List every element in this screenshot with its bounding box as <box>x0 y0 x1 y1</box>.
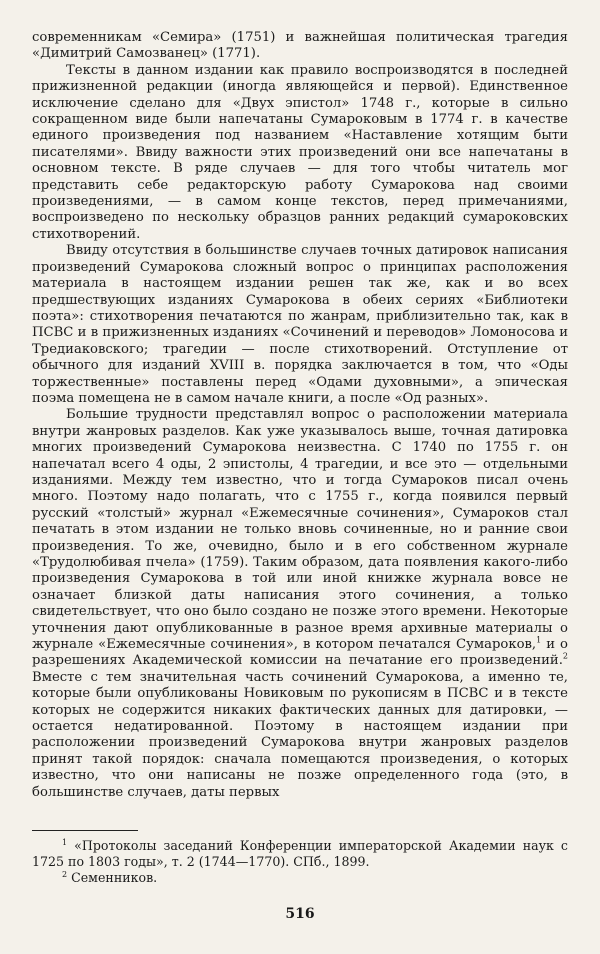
footnote-ref-1[interactable]: 1 <box>536 635 542 645</box>
footnote-ref-2[interactable]: 2 <box>562 652 568 662</box>
paragraph-text-part: Большие трудности представлял вопрос о расположении материала внутри жанровых разделов. Как уже указывалось выше, точная датировка многих произведений Сумарокова неизвестна. С 1740 по 1755 г. он напечатал всего 4 оды, 2 эпистолы, 4 трагедии, и все это — отдельными изданиями. Между тем известно, что и тогда Сумароков писал очень много. Поэтому надо полагать, что с 1755 г., когда появился первый русский «толстый» журнал «Ежемесячные сочинения», Сумароков стал печатать в этом издании не только вновь сочиненные, но и ранние свои произведения. То же, очевидно, было и в его собственном журнале «Трудолюбивая пчела» (1759). Таким образом, дата появления какого-либо произведения Сумарокова в той или иной книжке журнала вовсе не означает близкой даты написания этого сочинения, а только свидетельствует, что оно было создано не позже этого времени. Некоторые уточнения дают опубликованные в разное время архивные материалы о журнале «Ежемесячные сочинения», в котором печатался Сумароков, <box>32 407 568 653</box>
paragraph-dating-difficulties <box>32 407 568 801</box>
footnotes <box>32 838 568 886</box>
main-text <box>32 30 568 801</box>
footnote-divider <box>32 830 138 831</box>
paragraph-text-part: Вместе с тем значительная часть сочинений Сумарокова, а именно те, которые были опубликованы Новиковым по рукописям в ПСВС и в тексте которых не содержится никаких фактических данных для датировки, — остается недатированной. Поэтому в настоящем издании при расположении произведений Сумарокова внутри жанровых разделов принят такой порядок: сначала помещаются произведения, о которых известно, что они написаны не позже определенного года (это, в большинстве случаев, даты первых <box>32 669 568 800</box>
paragraph-continuation: современникам «Семира» (1751) и важнейшая политическая трагедия «Димитрий Самозванец» (1771). <box>32 30 568 62</box>
footnote-2 <box>32 870 568 886</box>
paragraph-texts-edition: Тексты в данном издании как правило воспроизводятся в последней прижизненной редакции (иногда являющейся и первой). Единственное исключение сделано для «Двух эпистол» 1748 г., которые в сильно сокращенном виде были напечатаны Сумароковым в 1774 г. в качестве единого произведения под названием «Наставление хотящим быти писателями». Ввиду важности этих произведений они все напечатаны в основном тексте. В ряде случаев — для того чтобы читатель мог представить себе редакторскую работу Сумарокова над своими произведениями, — в самом конце текстов, перед примечаниями, воспроизведено по нескольку образцов ранних редакций сумароковских стихотворений. <box>32 62 568 242</box>
footnote-text: «Протоколы заседаний Конференции императорской Академии наук с 1725 по 1803 годы», т. 2 (1744—1770). СПб., 1899. <box>32 838 568 869</box>
paragraph-text-part: и о разрешениях Академической комиссии на печатание его произведений. <box>32 637 568 669</box>
paragraph-arrangement: Ввиду отсутствия в большинстве случаев точных датировок написания произведений Сумарокова сложный вопрос о принципах расположения материала в настоящем издании решен так же, как и во всех предшествующих изданиях Сумарокова в обеих сериях «Библиотеки поэта»: стихотворения печатаются по жанрам, приблизительно так, как в ПСВС и в прижизненных изданиях «Сочинений и переводов» Ломоносова и Тредиаковского; трагедии — после стихотворений. Отступление от обычного для изданий XVIII в. порядка заключается в том, что «Оды торжественные» поставлены перед «Одами духовными», а эпическая поэма помещена не в самом начале книги, а после «Од разных». <box>32 243 568 406</box>
footnote-mark: 2 <box>62 869 68 879</box>
footnote-text: Семенников. <box>67 870 158 885</box>
page-number: 516 <box>285 906 315 922</box>
footnote-1 <box>32 838 568 870</box>
footnote-mark: 1 <box>62 837 68 847</box>
